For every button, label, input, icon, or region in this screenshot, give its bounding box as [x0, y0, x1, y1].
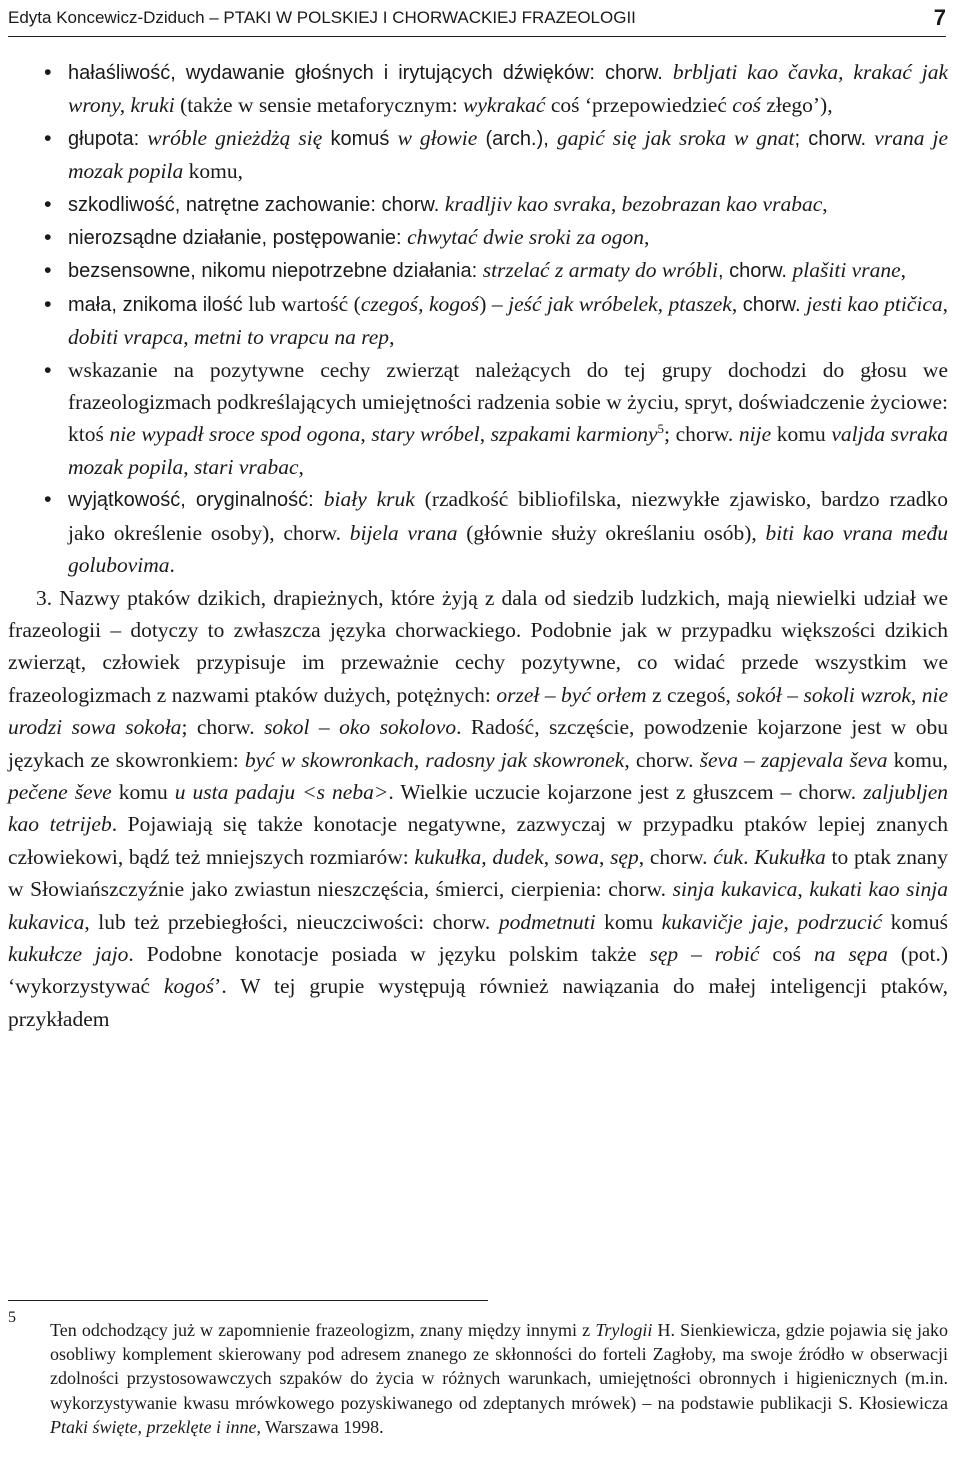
bullet-item — [8, 188, 948, 221]
text-run: , — [183, 454, 195, 479]
text-run: lub wartość ( — [242, 291, 361, 316]
bullet-icon: • — [44, 357, 52, 382]
italic-phrase: wróble gnieżdżą się — [147, 125, 323, 150]
text-run: ; chorw. — [794, 127, 875, 150]
text-run: , — [298, 454, 304, 479]
text-run: , — [822, 191, 828, 216]
bullet-item — [8, 483, 948, 581]
italic-phrase: nie urodzi sowa sokoła — [8, 682, 949, 740]
text-run: głupota: — [68, 127, 148, 150]
text-run: , — [910, 682, 922, 707]
text-run: coś ‘przepowiedzieć — [545, 93, 733, 118]
italic-phrase: ševa – zapjevala ševa — [699, 747, 888, 772]
bullet-text — [68, 487, 948, 577]
bullet-icon: • — [44, 60, 52, 84]
italic-phrase: sinja kukavica — [672, 877, 798, 902]
text-run: ) – — [479, 291, 509, 316]
text-run: , chorw. — [624, 747, 700, 772]
bullet-text — [68, 358, 948, 479]
italic-phrase: jesti kao ptičica — [806, 291, 943, 316]
text-run: coś — [759, 941, 814, 966]
text-run: . — [743, 844, 755, 869]
text-run: . Radość, szczęście, powodzenie kojarzone jest w obu językach ze skowronkiem: — [8, 715, 949, 772]
text-run: , — [644, 225, 650, 250]
italic-phrase: sęp – robić — [649, 941, 760, 966]
text-run: ; chorw. — [181, 715, 265, 740]
bullet-icon: • — [44, 225, 52, 250]
italic-phrase: kukati kao sinja kukavica — [8, 877, 948, 934]
bullet-text — [68, 258, 906, 282]
text-run: , Warszawa 1998. — [256, 1416, 384, 1437]
text-run: komu — [111, 779, 175, 804]
text-run: z czegoś, — [646, 682, 737, 707]
bullet-icon: • — [44, 291, 52, 316]
text-run: komuś — [322, 127, 398, 150]
italic-phrase: kradljiv kao svraka — [444, 191, 611, 216]
text-run: , — [543, 844, 555, 869]
text-run: komuś — [882, 909, 949, 934]
text-run: , chorw. — [638, 844, 714, 869]
footnote-content — [50, 1320, 948, 1437]
bullet-text — [68, 225, 649, 249]
italic-phrase: kukavičje jaje — [661, 909, 784, 934]
italic-phrase: biti kao vrana među golubovima — [68, 520, 948, 578]
bullet-item — [8, 56, 948, 122]
text-run: to ptak znany w Słowiańszczyźnie jako zwiastun nieszczęścia, śmierci, cierpienia: chorw. — [8, 844, 948, 902]
footnote-text — [50, 1318, 948, 1439]
text-run: ’. W tej grupie występują również nawiązania do małej inteligencji ptaków, przykładem — [8, 974, 948, 1031]
italic-phrase: szpakami karmiony — [490, 422, 658, 447]
bullet-icon: • — [44, 258, 52, 283]
italic-phrase: sowa — [554, 844, 599, 869]
text-run: (arch.), — [477, 127, 557, 150]
text-run: , — [479, 422, 491, 447]
italic-phrase: być w skowronkach — [244, 747, 414, 772]
text-run: bezsensowne, nikomu niepotrzebne działania: — [68, 260, 483, 283]
italic-phrase: brbljati kao čavka, krakać jak wrony, kruki — [68, 60, 948, 118]
italic-phrase: sokół – sokoli wzrok — [736, 682, 911, 707]
italic-phrase: u usta padaju <s neba> — [174, 779, 389, 804]
italic-phrase: dobiti vrapca — [68, 325, 184, 350]
footnote-separator — [8, 1300, 488, 1301]
bullet-list — [8, 56, 948, 582]
bullet-icon: • — [44, 487, 52, 512]
text-run: , — [360, 422, 372, 447]
text-run: , — [783, 909, 798, 934]
text-run: wskazanie na pozytywne cechy zwierząt należących do tej grupy dochodzi do głosu we frazeologizmach podkreślających umiejętności radzenia sobie w życiu, spryt, doświadczenie życiowe: ktoś — [68, 357, 948, 447]
italic-phrase: nie wypadł sroce spod ogona — [109, 422, 361, 447]
text-run: komu — [595, 909, 662, 934]
text-run: , — [731, 291, 743, 316]
italic-phrase: Kukułka — [754, 844, 826, 869]
text-run: . Wielkie uczucie kojarzone jest z głuszcem – chorw. — [388, 779, 864, 804]
italic-phrase: ćuk — [713, 844, 744, 869]
text-run: , lub też przebiegłości, nieuczciwości: chorw. — [84, 909, 499, 934]
italic-phrase: czegoś, kogoś — [360, 291, 480, 316]
text-run: mała, znikoma ilość — [68, 293, 243, 316]
italic-phrase: stary wróbel — [371, 422, 480, 447]
page-number: 7 — [933, 5, 946, 30]
italic-phrase: dudek — [492, 844, 544, 869]
bullet-icon: • — [44, 125, 52, 150]
italic-phrase: sęp — [610, 844, 639, 869]
bullet-text — [68, 60, 948, 117]
bullet-icon: • — [44, 191, 52, 216]
text-run: , — [900, 258, 906, 283]
bullet-item — [8, 354, 948, 484]
italic-phrase: jeść jak wróbelek, ptaszek — [508, 291, 732, 316]
text-run: , — [481, 844, 493, 869]
text-run: komu — [771, 422, 832, 447]
italic-phrase: sokol – oko sokolovo — [264, 715, 457, 740]
text-run: komu, — [183, 159, 243, 184]
footnote: 5 Ten odchodzący już w zapomnienie frazeologizm, znany między innymi z Trylogii H. Sienkiewicza, gdzie pojawia się jako osobliwy komplement skierowany pod adresem znanego ze skłonności do forteli Zagłoby, ma swoje źródło w obserwacji zdolności przystosowawczych szpaków do życia w różnych warunkach, umiejętności obronnych i higienicznych (m.in. wykorzystywanie kwasu mrówkowego pozyskiwanego od zdeptanych mrówek) – na podstawie publikacji S. Kłosiewicza Ptaki święte, przeklęte i inne, Warszawa 1998. — [8, 1318, 948, 1439]
footnote-ref: 5 — [657, 421, 665, 437]
text-run: , chorw. — [718, 260, 793, 283]
text-run: Ten odchodzący już w zapomnienie frazeologizm, znany między innymi z — [50, 1320, 596, 1340]
italic-phrase: strzelać z armaty do wróbli — [482, 258, 719, 283]
paragraph-text — [8, 586, 948, 1031]
italic-phrase: gapić się jak sroka w gnat — [557, 125, 795, 150]
text-run: nierozsądne działanie, postępowanie: — [68, 227, 408, 250]
bullet-item — [8, 221, 948, 254]
italic-phrase: kukułka — [414, 844, 482, 869]
text-run: wyjątkowość, oryginalność: — [68, 489, 324, 512]
text-run: chorw. — [742, 293, 807, 316]
text-run: (także w sensie metaforycznym: — [174, 93, 464, 118]
italic-phrase: bezobrazan kao vrabac — [621, 191, 823, 216]
text-run: hałaśliwość, wydawanie głośnych i irytujących dźwięków: chorw. — [68, 62, 673, 84]
italic-phrase: zaljubljen kao tetrijeb — [8, 779, 948, 837]
text-run: komu, — [887, 747, 948, 772]
text-run: (rzadkość bibliofilska, niezwykłe zjawisko, bardzo rzadko jako określenie osoby), chorw. — [68, 487, 948, 545]
bullet-text — [68, 192, 828, 216]
text-run: , — [183, 325, 194, 350]
section-paragraph — [8, 582, 948, 1036]
running-header — [8, 0, 946, 37]
text-run: , — [942, 291, 948, 316]
running-head-title: Edyta Koncewicz-Dziduch – PTAKI W POLSKIEJ I CHORWACKIEJ FRAZEOLOGII — [8, 8, 636, 27]
text-run: złego’), — [760, 93, 833, 118]
italic-phrase: stari vrabac — [194, 454, 299, 479]
text-run: . Pojawiają się także konotacje negatywne, zazwyczaj w przypadku ptaków lepiej znanych człowiekowi, bądź też mniejszych rozmiarów: — [8, 812, 948, 869]
bullet-item — [8, 288, 948, 354]
italic-phrase: Ptaki święte, przeklęte i inne — [50, 1416, 257, 1437]
bullet-text — [68, 292, 948, 349]
italic-phrase: bijela vrana — [349, 520, 458, 545]
italic-phrase: plašiti vrane — [792, 258, 901, 283]
italic-phrase: kogoś — [164, 974, 215, 999]
text-run: H. Sienkiewicza, gdzie pojawia się jako osobliwy komplement skierowany pod adresem znanego ze skłonności do forteli Zagłoby, ma swoje źródło w obserwacji zdolności przystosowawczych szpaków do życia w różnych warunkach, umiejętności obronnych i higienicznych (m.in. wykorzystywanie kwasu mrówkowego pozyskiwanego od zdeptanych mrówek) – na podstawie publikacji S. Kłosiewicza — [50, 1320, 948, 1413]
italic-phrase: nije — [738, 422, 772, 447]
text-run: , — [389, 325, 395, 350]
text-run: ; chorw. — [664, 422, 739, 447]
bullet-item — [8, 122, 948, 188]
text-run: , — [598, 844, 611, 869]
text-run: , — [413, 747, 426, 772]
text-run: , — [610, 191, 622, 216]
italic-phrase: w głowie — [397, 125, 478, 150]
text-run: . — [169, 553, 175, 578]
italic-phrase: Trylogii — [595, 1320, 653, 1340]
italic-phrase: valjda svraka mozak popila — [68, 422, 949, 479]
italic-phrase: na sępa — [813, 941, 888, 966]
italic-phrase: chwytać dwie sroki za ogon — [407, 225, 644, 250]
italic-phrase: radosny jak skowronek — [425, 747, 625, 772]
italic-phrase: podmetnuti — [498, 909, 596, 934]
italic-phrase: vrana je mozak popila — [68, 125, 948, 184]
bullet-item — [8, 254, 948, 287]
text-run: (pot.) ‘wykorzystywać — [8, 941, 948, 999]
text-run: , — [797, 877, 810, 902]
bullet-text — [68, 126, 948, 183]
text-run: szkodliwość, natrętne zachowanie: chorw. — [68, 193, 445, 216]
italic-phrase: podrzucić — [797, 909, 883, 934]
italic-phrase: wykrakać — [463, 93, 546, 118]
italic-phrase: orzeł – być orłem — [496, 682, 647, 707]
italic-phrase: biały kruk — [323, 487, 415, 512]
italic-phrase: kukułcze jajo — [8, 941, 129, 966]
italic-phrase: coś — [732, 93, 761, 118]
italic-phrase: metni to vrapcu na rep — [194, 325, 390, 350]
text-run: (głównie służy określaniu osób), — [457, 520, 766, 545]
body-text — [8, 56, 948, 1035]
text-run: 3. Nazwy ptaków dzikich, drapieżnych, które żyją z dala od siedzib ludzkich, mają niewielki udział we frazeologii – dotyczy to zwłaszcza języka chorwackiego. Podobnie jak w przypadku większości dzikich zwierząt, człowiek przypisuje im przeważnie cechy pozytywne, co widać przede wszystkim we frazeologizmach z nazwami ptaków dużych, potężnych: — [8, 585, 948, 707]
text-run: . Podobne konotacje posiada w języku polskim także — [128, 941, 650, 966]
italic-phrase: pečene ševe — [8, 779, 112, 804]
